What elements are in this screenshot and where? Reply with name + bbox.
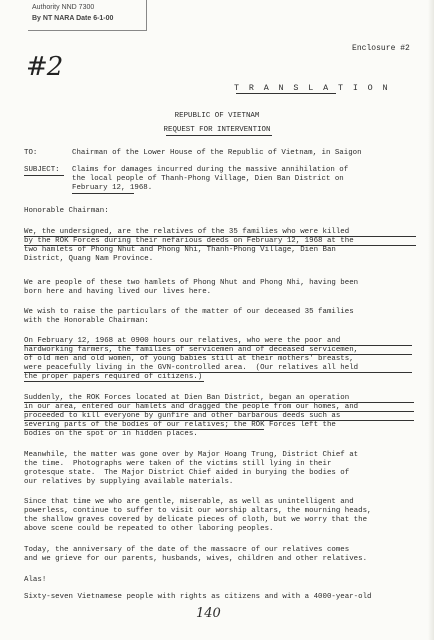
stamp-authority: Authority NND 7300 (32, 4, 95, 11)
body-line: in our area, entered our hamlets and dragged the people from our homes, and (24, 403, 359, 411)
subject-line: February 12, 1968. (72, 184, 153, 192)
subject-label-underline (24, 175, 64, 176)
handwritten-underline (24, 420, 414, 421)
body-line: our relatives by supplying available materials. (24, 478, 234, 486)
body-line: Meanwhile, the matter was gone over by Major Hoang Trung, District Chief at (24, 451, 359, 459)
handwritten-underline (24, 429, 264, 430)
body-line: by the ROK Forces during their nefarious deeds on February 12, 1968 at the (24, 237, 354, 245)
body-line: with the Honorable Chairman: (24, 317, 149, 325)
body-line: We, the undersigned, are the relatives of the 35 families who were killed (24, 228, 350, 236)
body-line: were peacefully living in the GVN-controlled area. (Our relatives all held (24, 364, 359, 372)
body-line: two hamlets of Phong Nhut and Phong Nhi, Thanh-Phong Village, Dien Ban (24, 246, 336, 254)
body-line: and we grieve for our parents, husbands, wives, children and other relatives. (24, 555, 368, 563)
handwritten-underline (24, 402, 414, 403)
body-line: We are people of these two hamlets of Phong Nhut and Phong Nhi, having been (24, 279, 359, 287)
handwritten-underline (24, 411, 414, 412)
body-line: Sixty-seven Vietnamese people with rights as citizens and with a 4000-year-old (24, 593, 372, 601)
body-line: Suddenly, the ROK Forces located at Dien Ban District, began an operation (24, 394, 350, 402)
request-underline (166, 135, 272, 136)
handwritten-underline (24, 372, 412, 373)
request-heading: REQUEST FOR INTERVENTION (163, 126, 271, 134)
declassification-stamp (28, 0, 147, 31)
handwritten-underline (24, 345, 412, 346)
body-line: proceeded to kill everyone by gunfire and other barbarous deeds such as (24, 412, 341, 420)
republic-heading: REPUBLIC OF VIETNAM (174, 112, 260, 120)
body-line: grotesque state. The Major District Chief aided in burying the bodies of (24, 469, 350, 477)
body-line: severing parts of the bodies of our relatives; the ROK Forces left the (24, 421, 336, 429)
body-line: District, Quang Nam Province. (24, 255, 154, 263)
body-line: On February 12, 1968 at 0900 hours our relatives, who were the poor and (24, 337, 341, 345)
handwritten-underline (24, 354, 412, 355)
subject-underline (72, 193, 134, 194)
body-line: We wish to raise the particulars of the matter of our deceased 35 families (24, 308, 354, 316)
salutation: Honorable Chairman: (24, 207, 109, 215)
body-line: hardworking farmers, the families of servicemen and of deceased servicemen, (24, 346, 359, 354)
subject-line: the local people of Thanh-Phong Village, Dien Ban District on (72, 175, 344, 183)
body-line: the proper papers required of citizens.) (24, 373, 203, 381)
handwritten-underline (24, 381, 204, 382)
to-label: TO: (24, 149, 38, 157)
scan-edge-shadow (428, 0, 434, 640)
body-line: Alas! (24, 576, 47, 584)
body-line: of old men and old women, of young babies still at their mothers' breasts, (24, 355, 354, 363)
enclosure-label: Enclosure #2 (352, 44, 410, 53)
handwritten-underline (24, 245, 416, 246)
body-line: born here and having lived our lives here. (24, 288, 212, 296)
body-line: the shallow graves covered by delicate pieces of cloth, but we worry that the (24, 516, 368, 524)
document-title: T R A N S L A T I O N (234, 83, 390, 93)
body-line: Since that time we who are gentle, miserable, as well as unintelligent and (24, 498, 354, 506)
subject-label: SUBJECT: (24, 166, 60, 174)
body-line: powerless, continue to suffer to visit our worship altars, the mourning heads, (24, 507, 372, 515)
to-text: Chairman of the Lower House of the Republic of Vietnam, in Saigon (72, 149, 362, 157)
stamp-by-line: By NT NARA Date 6-1-00 (32, 15, 114, 22)
body-line: the time. Photographs were taken of the victims still lying in their (24, 460, 332, 468)
subject-line: Claims for damages incurred during the massive annihilation of (72, 166, 349, 174)
body-line: bodies on the spot or in hidden places. (24, 430, 198, 438)
body-line: above scene could be repeated to other laboring peoples. (24, 525, 274, 533)
handwritten-number: #2 (26, 52, 63, 82)
handwritten-underline (24, 236, 416, 237)
body-line: Today, the anniversary of the date of the massacre of our relatives comes (24, 546, 350, 554)
page-number: 140 (196, 606, 221, 621)
title-underline (236, 93, 336, 94)
